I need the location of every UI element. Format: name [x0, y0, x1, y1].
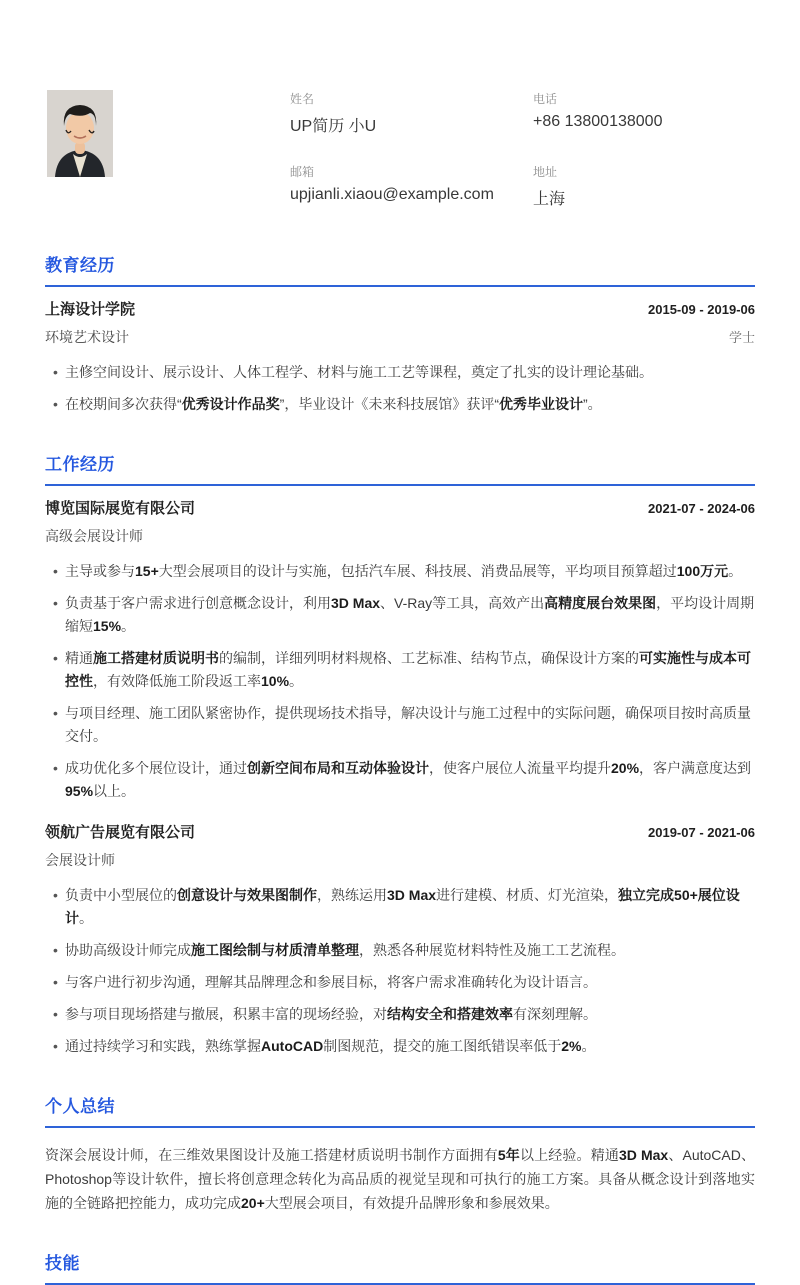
bullet-text — [65, 560, 755, 583]
emphasized-text: 5年 — [497, 1147, 520, 1163]
plain-text: 参与项目现场搭建与撤展，积累丰富的现场经验，对 — [65, 1006, 387, 1022]
plain-text: 成功优化多个展位设计，通过 — [65, 760, 247, 776]
section-title: 个人总结 — [45, 1097, 115, 1116]
plain-text: ，有效降低施工阶段返工率 — [93, 673, 261, 689]
plain-text: 。 — [121, 618, 136, 634]
contact-field-label: 地址 — [533, 165, 558, 179]
profile-photo-illustration — [47, 90, 113, 177]
contact-field-3 — [533, 163, 662, 209]
section-divider — [45, 1126, 755, 1128]
plain-text: 制图规范，提交的施工图纸错误率低于 — [323, 1038, 562, 1054]
section-title: 工作经历 — [45, 455, 115, 474]
plain-text: ”，毕业设计《未来科技展馆》获评“ — [279, 396, 499, 412]
date-range: 2019-07 - 2021-06 — [648, 825, 755, 840]
bullet-item — [45, 592, 755, 638]
contact-field-0 — [290, 90, 533, 136]
experience-entry — [45, 298, 755, 416]
plain-text: 通过持续学习和实践，熟练掌握 — [65, 1038, 261, 1054]
contact-field-label: 电话 — [533, 92, 558, 106]
plain-text: 的编制，详细列明材料规格、工艺标准、结构节点，确保设计方案的 — [219, 650, 639, 666]
emphasized-text: 3D Max — [619, 1147, 669, 1163]
section-divider — [45, 484, 755, 486]
plain-text: 。 — [289, 673, 304, 689]
bullet-dot: • — [53, 650, 58, 666]
profile-photo — [47, 90, 113, 177]
plain-text: 在校期间多次获得“ — [65, 396, 182, 412]
experience-entry — [45, 821, 755, 1058]
bullet-item — [45, 560, 755, 583]
org-name: 领航广告展览有限公司 — [45, 824, 196, 841]
section-work — [45, 450, 755, 1058]
experience-entry — [45, 497, 755, 803]
role-title: 会展设计师 — [45, 852, 115, 868]
plain-text: 、V-Ray等工具，高效产出 — [380, 595, 545, 611]
bullet-text — [65, 702, 755, 748]
entry-subheader — [45, 526, 755, 546]
emphasized-text: 可实施性与成本可控性 — [65, 650, 751, 689]
plain-text: 以上。 — [93, 783, 136, 799]
plain-text: ，使客户展位人流量平均提升 — [429, 760, 611, 776]
degree-label: 学士 — [728, 330, 755, 345]
emphasized-text: 3D Max — [331, 595, 381, 611]
contact-field-value: 上海 — [533, 191, 566, 208]
bullet-dot: • — [53, 595, 58, 611]
entry-header — [45, 497, 755, 518]
sections-container — [45, 251, 755, 1285]
section-skills — [45, 1249, 755, 1285]
plain-text: ”。 — [583, 396, 602, 412]
contact-field-value: UP简历 小U — [290, 118, 377, 135]
emphasized-text: 15% — [93, 618, 122, 634]
emphasized-text: 优秀毕业设计 — [499, 396, 583, 412]
plain-text: 主修空间设计、展示设计、人体工程学、材料与施工工艺等课程，奠定了扎实的设计理论基础。 — [65, 364, 653, 380]
section-divider — [45, 285, 755, 287]
bullet-item — [45, 361, 755, 384]
bullet-text — [65, 939, 755, 962]
plain-text: 。 — [581, 1038, 596, 1054]
emphasized-text: 3D Max — [387, 887, 437, 903]
emphasized-text: 创意设计与效果图制作 — [177, 887, 317, 903]
emphasized-text: 100万元 — [676, 563, 729, 579]
bullet-dot: • — [53, 364, 58, 380]
entry-subheader — [45, 850, 755, 870]
plain-text: 。 — [79, 910, 93, 926]
emphasized-text: 20% — [611, 760, 640, 776]
plain-text: 协助高级设计师完成 — [65, 942, 191, 958]
bullet-item — [45, 757, 755, 803]
role-title: 环境艺术设计 — [45, 329, 129, 345]
plain-text: ，熟悉各种展览材料特性及施工工艺流程。 — [359, 942, 625, 958]
bullet-text — [65, 361, 755, 384]
contact-field-value: +86 13800138000 — [533, 113, 663, 130]
plain-text: 有深刻理解。 — [513, 1006, 597, 1022]
emphasized-text: 20+ — [241, 1195, 265, 1211]
section-title: 技能 — [45, 1254, 80, 1273]
bullet-dot: • — [53, 887, 58, 903]
bullet-item — [45, 702, 755, 748]
bullet-item — [45, 971, 755, 994]
bullet-text — [65, 1035, 755, 1058]
plain-text: 大型展会项目，有效提升品牌形象和参展效果。 — [264, 1195, 559, 1211]
bullet-item — [45, 939, 755, 962]
emphasized-text: 施工图绘制与材质清单整理 — [191, 942, 359, 958]
contact-field-2 — [290, 163, 533, 209]
section-title: 教育经历 — [45, 256, 115, 275]
plain-text: 进行建模、材质、灯光渲染， — [436, 887, 619, 903]
org-name: 博览国际展览有限公司 — [45, 500, 196, 517]
plain-text: 、AutoCAD、Photoshop等设计软件，擅长将创意理念转化为高品质的视觉呈现和可执行的施工方案。具备从概念设计到落地实施的全链路把控能力，成功完成 — [45, 1147, 756, 1211]
bullet-list — [45, 884, 755, 1058]
contact-field-label: 邮箱 — [290, 165, 315, 179]
emphasized-text: 创新空间布局和互动体验设计 — [247, 760, 429, 776]
contact-field-label: 姓名 — [290, 92, 315, 106]
bullet-dot: • — [53, 1006, 58, 1022]
contact-field-value: upjianli.xiaou@example.com — [290, 186, 494, 203]
bullet-item — [45, 393, 755, 416]
plain-text: 与客户进行初步沟通，理解其品牌理念和参展目标，将客户需求准确转化为设计语言。 — [65, 974, 597, 990]
bullet-text — [65, 647, 755, 693]
plain-text: 负责基于客户需求进行创意概念设计，利用 — [65, 595, 331, 611]
plain-text: ，熟练运用 — [317, 887, 387, 903]
emphasized-text: 15+ — [135, 563, 159, 579]
contact-info — [290, 90, 662, 209]
bullet-text — [65, 884, 755, 930]
emphasized-text: 独立完成50+展位设计 — [65, 887, 740, 926]
summary-paragraph — [45, 1143, 755, 1215]
emphasized-text: AutoCAD — [261, 1038, 324, 1054]
bullet-item — [45, 1003, 755, 1026]
plain-text: 。 — [728, 563, 743, 579]
org-name: 上海设计学院 — [45, 301, 136, 318]
bullet-list — [45, 361, 755, 416]
emphasized-text: 施工搭建材质说明书 — [93, 650, 219, 666]
plain-text: 精通 — [65, 650, 93, 666]
plain-text: ，客户满意度达到 — [639, 760, 752, 776]
plain-text: 与项目经理、施工团队紧密协作，提供现场技术指导，解决设计与施工过程中的实际问题，确保项目按时高质量交付。 — [65, 705, 751, 744]
role-title: 高级会展设计师 — [45, 528, 143, 544]
bullet-list — [45, 560, 755, 803]
bullet-dot: • — [53, 396, 58, 412]
bullet-dot: • — [53, 1038, 58, 1054]
bullet-text — [65, 393, 755, 416]
entry-header — [45, 821, 755, 842]
bullet-dot: • — [53, 942, 58, 958]
plain-text: ，平均设计周期缩短 — [65, 595, 755, 634]
emphasized-text: 2% — [561, 1038, 582, 1054]
plain-text: 主导或参与 — [65, 563, 135, 579]
bullet-dot: • — [53, 760, 58, 776]
bullet-item — [45, 647, 755, 693]
plain-text: 资深会展设计师，在三维效果图设计及施工搭建材质说明书制作方面拥有 — [45, 1147, 498, 1163]
entry-subheader — [45, 327, 755, 347]
section-summary — [45, 1092, 755, 1215]
plain-text: 负责中小型展位的 — [65, 887, 177, 903]
emphasized-text: 95% — [65, 783, 94, 799]
emphasized-text: 10% — [261, 673, 290, 689]
bullet-dot: • — [53, 563, 58, 579]
bullet-text — [65, 757, 755, 803]
bullet-item — [45, 884, 755, 930]
bullet-item — [45, 1035, 755, 1058]
entry-header — [45, 298, 755, 319]
bullet-text — [65, 592, 755, 638]
resume-header — [45, 0, 755, 209]
bullet-text — [65, 1003, 755, 1026]
bullet-dot: • — [53, 974, 58, 990]
emphasized-text: 结构安全和搭建效率 — [387, 1006, 513, 1022]
section-education — [45, 251, 755, 416]
bullet-dot: • — [53, 705, 58, 721]
contact-field-1 — [533, 90, 662, 136]
plain-text: 以上经验。精通 — [519, 1147, 619, 1163]
bullet-text — [65, 971, 755, 994]
emphasized-text: 高精度展台效果图 — [544, 595, 657, 611]
plain-text: 大型会展项目的设计与实施，包括汽车展、科技展、消费品展等，平均项目预算超过 — [158, 563, 677, 579]
date-range: 2021-07 - 2024-06 — [648, 501, 755, 516]
emphasized-text: 优秀设计作品奖 — [181, 396, 280, 412]
date-range: 2015-09 - 2019-06 — [648, 302, 755, 317]
